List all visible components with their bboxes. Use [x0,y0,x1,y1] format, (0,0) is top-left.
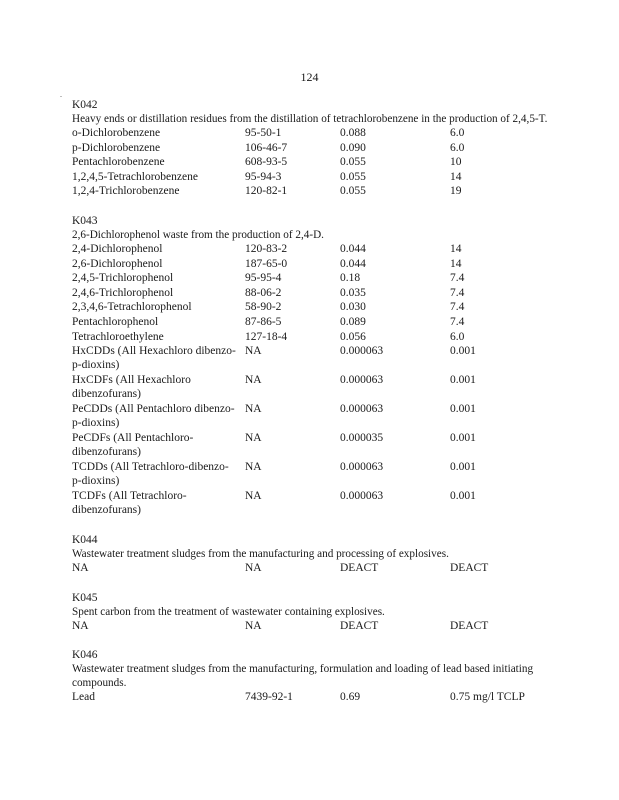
cas-number: NA [245,432,262,445]
nonwastewater-standard: 7.4 [450,272,465,285]
cas-number: 127-18-4 [245,330,288,343]
constituent-name: o-Dichlorobenzene [72,127,161,139]
constituent-name: 2,3,4,6-Tetrachlorophenol [72,301,192,314]
constituent-row [72,242,552,257]
nonwastewater-standard: 10 [450,156,462,169]
cas-number: 120-82-1 [245,185,288,198]
constituent-name: TCDDs (All Tetrachloro-dibenzo-p-dioxins) [72,461,229,488]
wastewater-standard: 0.044 [340,242,366,255]
constituent-name: PeCDFs (All Pentachloro-dibenzofurans) [72,432,194,459]
nonwastewater-standard: 7.4 [450,315,465,328]
constituent-row [72,184,552,199]
constituent-row [72,460,552,489]
waste-description: Spent carbon from the treatment of wastewater containing explosives. [72,605,385,618]
waste-section [72,591,552,634]
cas-number: 58-90-2 [245,301,282,314]
waste-description: Heavy ends or distillation residues from the distillation of tetrachlorobenzene in the production of 2,4,5-T. [72,113,548,125]
constituent-row [72,126,552,141]
cas-number: 88-06-2 [245,286,282,299]
cas-number: 95-94-3 [245,170,282,183]
constituent-row [72,330,552,345]
wastewater-standard: DEACT [340,619,379,632]
wastewater-standard: 0.000063 [340,374,384,387]
constituent-row [72,373,552,402]
stray-mark: . [60,90,62,99]
cas-number: 7439-92-1 [245,691,293,704]
constituent-name: Pentachlorobenzene [72,156,165,169]
constituent-row [72,271,552,286]
nonwastewater-standard: 0.001 [450,490,476,503]
constituent-name: Pentachlorophenol [72,315,159,328]
nonwastewater-standard: 7.4 [450,301,465,314]
nonwastewater-standard: 0.001 [450,403,476,416]
page-number: 124 [300,70,319,84]
constituent-name: Tetrachloroethylene [72,330,164,343]
constituent-name: 2,4-Dichlorophenol [72,242,163,255]
constituent-row [72,619,552,634]
wastewater-standard: 0.000063 [340,490,384,503]
constituent-name: 2,4,6-Trichlorophenol [72,286,174,299]
wastewater-standard: 0.055 [340,185,366,198]
cas-number: NA [245,619,262,632]
waste-description: 2,6-Dichlorophenol waste from the production of 2,4-D. [72,228,324,241]
waste-code: K043 [72,214,98,227]
constituent-row [72,561,552,576]
constituent-name: 2,6-Dichlorophenol [72,257,163,270]
constituent-row [72,690,552,705]
nonwastewater-standard: 6.0 [450,127,465,139]
waste-description: Wastewater treatment sludges from the manufacturing and processing of explosives. [72,548,449,561]
cas-number: NA [245,461,262,474]
nonwastewater-standard: 6.0 [450,330,465,343]
cas-number: 106-46-7 [245,141,288,154]
waste-section [72,648,552,705]
nonwastewater-standard: 14 [450,170,462,183]
constituent-name: Lead [72,691,95,704]
constituent-row [72,141,552,156]
nonwastewater-standard: 0.001 [450,432,476,445]
waste-section [72,214,552,518]
constituent-row [72,315,552,330]
wastewater-standard: 0.000063 [340,345,384,358]
waste-code: K042 [72,99,98,111]
wastewater-standard: 0.000063 [340,461,384,474]
waste-code: K044 [72,534,98,547]
nonwastewater-standard: 14 [450,242,462,255]
wastewater-standard: 0.69 [340,691,361,704]
constituent-row [72,489,552,518]
constituent-name: 1,2,4,5-Tetrachlorobenzene [72,170,198,183]
waste-code: K045 [72,591,98,604]
constituent-row [72,344,552,373]
nonwastewater-standard: 19 [450,185,462,198]
cas-number: NA [245,374,262,387]
cas-number: 187-65-0 [245,257,288,270]
waste-description: Wastewater treatment sludges from the manufacturing, formulation and loading of lead based initiating compounds. [72,663,534,690]
cas-number: 87-86-5 [245,315,282,328]
waste-code: K046 [72,649,98,662]
cas-number: 120-83-2 [245,242,288,255]
wastewater-standard: 0.056 [340,330,366,343]
cas-number: NA [245,403,262,416]
constituent-name: HxCDFs (All Hexachloro dibenzofurans) [72,374,191,401]
constituent-row [72,257,552,272]
waste-section [72,98,552,199]
nonwastewater-standard: 0.001 [450,374,476,387]
nonwastewater-standard: 0.001 [450,461,476,474]
cas-number: NA [245,562,262,575]
nonwastewater-standard: 14 [450,257,462,270]
constituent-name: NA [72,619,89,632]
wastewater-standard: 0.088 [340,127,366,139]
cas-number: NA [245,490,262,503]
wastewater-standard: 0.055 [340,170,366,183]
cas-number: 608-93-5 [245,156,288,169]
nonwastewater-standard: 0.75 mg/l TCLP [450,691,525,704]
constituent-row [72,170,552,185]
constituent-name: p-Dichlorobenzene [72,141,161,154]
nonwastewater-standard: 0.001 [450,345,476,358]
nonwastewater-standard: DEACT [450,619,489,632]
constituent-name: PeCDDs (All Pentachloro dibenzo-p-dioxins) [72,403,235,430]
wastewater-standard: 0.089 [340,315,366,328]
wastewater-standard: 0.090 [340,141,366,154]
cas-number: NA [245,345,262,358]
waste-code-list [72,98,552,720]
nonwastewater-standard: 6.0 [450,141,465,154]
wastewater-standard: 0.18 [340,272,361,285]
constituent-name: 2,4,5-Trichlorophenol [72,272,174,285]
wastewater-standard: 0.000063 [340,403,384,416]
wastewater-standard: 0.035 [340,286,366,299]
nonwastewater-standard: DEACT [450,562,489,575]
wastewater-standard: DEACT [340,562,379,575]
constituent-row [72,286,552,301]
wastewater-standard: 0.044 [340,257,366,270]
constituent-name: NA [72,562,89,575]
cas-number: 95-95-4 [245,272,282,285]
constituent-row [72,402,552,431]
constituent-name: HxCDDs (All Hexachloro dibenzo-p-dioxins) [72,345,236,372]
wastewater-standard: 0.055 [340,156,366,169]
constituent-row [72,155,552,170]
wastewater-standard: 0.030 [340,301,366,314]
constituent-row [72,300,552,315]
constituent-row [72,431,552,460]
waste-section [72,533,552,576]
wastewater-standard: 0.000035 [340,432,384,445]
constituent-name: 1,2,4-Trichlorobenzene [72,185,180,198]
cas-number: 95-50-1 [245,127,282,139]
constituent-name: TCDFs (All Tetrachloro-dibenzofurans) [72,490,187,517]
nonwastewater-standard: 7.4 [450,286,465,299]
